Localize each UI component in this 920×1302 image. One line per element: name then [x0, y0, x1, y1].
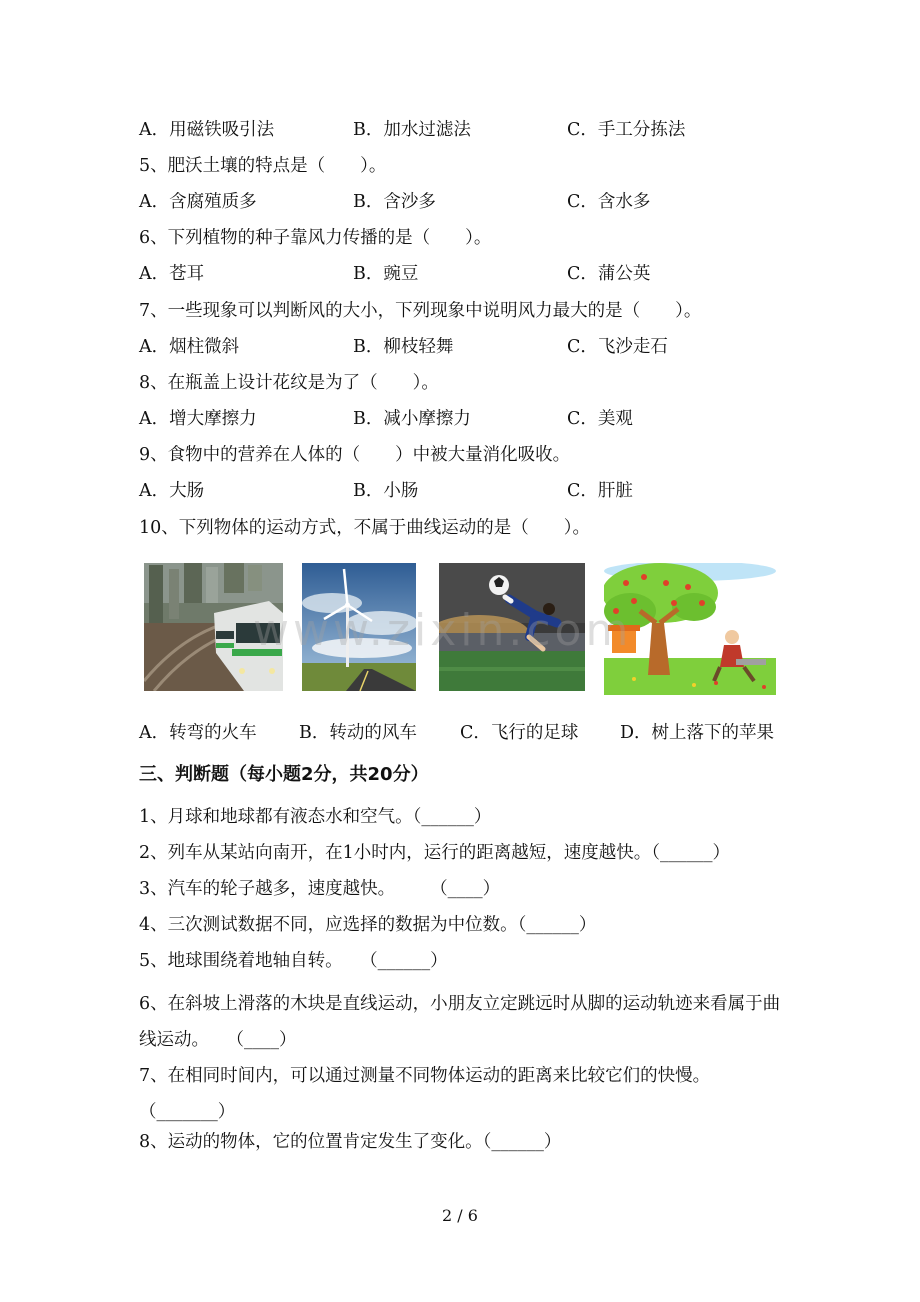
apple-tree-icon: [604, 563, 776, 695]
q4-option-c: C．手工分拣法: [567, 120, 686, 140]
judge-item-2: 2、列车从某站向南开，在1小时内，运行的距离越短，速度越快。（______）: [139, 843, 731, 863]
q6-option-a: A．苍耳: [139, 264, 205, 284]
judge-item-5: 5、地球围绕着地轴自转。 （______）: [139, 951, 448, 971]
question-7: 7、一些现象可以判断风的大小，下列现象中说明风力最大的是（ ）。: [139, 301, 702, 321]
curving-train-icon: [144, 563, 283, 691]
q9-option-a: A．大肠: [139, 481, 205, 501]
q7-option-c: C．飞沙走石: [567, 337, 668, 357]
section-title-judgement: 三、判断题（每小题2分，共20分）: [139, 764, 429, 785]
judge-item-6: 6、在斜坡上滑落的木块是直线运动，小朋友立定跳远时从脚的运动轨迹来看属于曲线运动。 （____）: [139, 994, 781, 1050]
q4-option-b: B．加水过滤法: [353, 120, 471, 140]
q5-options: [139, 190, 799, 214]
wind-turbine-icon: [302, 563, 416, 691]
judge-item-1: 1、月球和地球都有液态水和空气。（______）: [139, 807, 492, 827]
windmill-picture: [302, 563, 416, 691]
q5-option-a: A．含腐殖质多: [139, 192, 257, 212]
q10-option-b: B．转动的风车: [299, 723, 417, 743]
judge-item-8: 8、运动的物体，它的位置肯定发生了变化。（______）: [139, 1132, 562, 1152]
judge-item-3: 3、汽车的轮子越多，速度越快。 （____）: [139, 879, 501, 899]
question-10: 10、下列物体的运动方式，不属于曲线运动的是（ ）。: [139, 518, 591, 538]
q10-options: [139, 721, 799, 745]
q10-option-d: D．树上落下的苹果: [620, 723, 775, 743]
q7-options: [139, 335, 799, 359]
q10-option-a: A．转弯的火车: [139, 723, 257, 743]
q6-option-b: B．豌豆: [353, 264, 419, 284]
q4-option-a: A．用磁铁吸引法: [139, 120, 275, 140]
q10-picture-row: [143, 563, 783, 698]
question-8: 8、在瓶盖上设计花纹是为了（ ）。: [139, 373, 439, 393]
q6-options: [139, 262, 799, 286]
question-5: 5、肥沃土壤的特点是（ ）。: [139, 156, 387, 176]
q4-options: [139, 118, 799, 142]
q9-option-b: B．小肠: [353, 481, 419, 501]
soccer-kick-icon: [439, 563, 585, 691]
q10-option-c: C．飞行的足球: [460, 723, 579, 743]
q5-option-c: C．含水多: [567, 192, 651, 212]
judge-item-4: 4、三次测试数据不同，应选择的数据为中位数。（______）: [139, 915, 597, 935]
q8-option-a: A．增大摩擦力: [139, 409, 257, 429]
q8-options: [139, 407, 799, 431]
judge-item-7: 7、在相同时间内，可以通过测量不同物体运动的距离来比较它们的快慢。（_______）: [139, 1066, 711, 1122]
soccer-picture: [439, 563, 585, 691]
question-6: 6、下列植物的种子靠风力传播的是（ ）。: [139, 228, 492, 248]
q9-option-c: C．肝脏: [567, 481, 633, 501]
q8-option-c: C．美观: [567, 409, 633, 429]
question-9: 9、食物中的营养在人体的（ ）中被大量消化吸收。: [139, 445, 571, 465]
q7-option-b: B．柳枝轻舞: [353, 337, 454, 357]
q5-option-b: B．含沙多: [353, 192, 436, 212]
q8-option-b: B．减小摩擦力: [353, 409, 471, 429]
q6-option-c: C．蒲公英: [567, 264, 651, 284]
train-picture: [144, 563, 283, 691]
watermark-text: www.zixin.com: [253, 605, 633, 656]
q9-options: [139, 479, 799, 503]
apple-tree-picture: [604, 563, 776, 695]
page-number: 2 / 6: [442, 1206, 478, 1225]
q7-option-a: A．烟柱微斜: [139, 337, 240, 357]
